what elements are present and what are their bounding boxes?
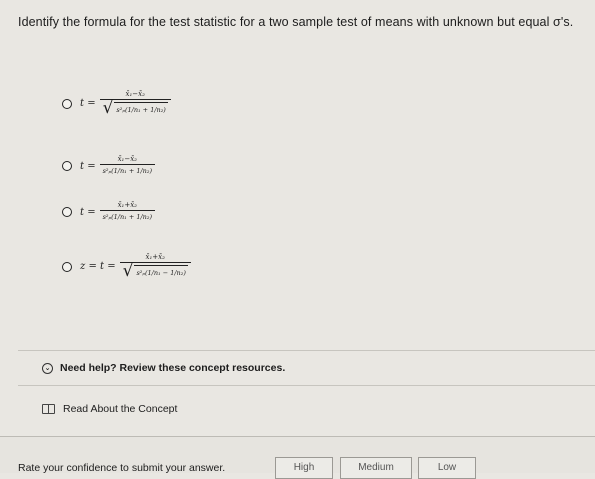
formula-numerator: x̄₁−x̄₂ — [125, 90, 145, 98]
option-lhs: z = t = — [80, 261, 116, 272]
formula-fraction — [100, 90, 171, 117]
option-lhs: t = — [80, 206, 96, 218]
read-concept-link[interactable] — [42, 403, 177, 415]
confidence-bar — [0, 436, 595, 473]
formula-fraction — [120, 253, 191, 280]
question-text: Identify the formula for the test statistic for a two sample test of means with unknown but equal σ's. — [18, 15, 574, 29]
chevron-down-icon: ⌄ — [42, 363, 53, 374]
radio-button[interactable] — [62, 262, 72, 272]
radio-button[interactable] — [62, 161, 72, 171]
answer-option-2[interactable] — [62, 155, 155, 177]
answer-option-3[interactable] — [62, 201, 155, 223]
formula-denominator: s²ₚ(1/n₁ + 1/n₂) — [100, 164, 155, 177]
formula-numerator: x̄₁+x̄₂ — [145, 253, 165, 261]
formula-denominator: s²ₚ(1/n₁ + 1/n₂) — [100, 210, 155, 223]
formula-denominator-sqrt — [120, 262, 191, 280]
formula-numerator: x̄₁−x̄₂ — [117, 155, 137, 163]
answer-option-4[interactable] — [62, 253, 191, 280]
confidence-low-button[interactable]: Low — [418, 457, 476, 479]
book-icon — [42, 404, 55, 414]
formula-denominator: s²ₚ(1/n₁ − 1/n₂) — [134, 265, 187, 279]
radio-button[interactable] — [62, 207, 72, 217]
sqrt-icon: √ — [122, 261, 134, 281]
confidence-medium-button[interactable]: Medium — [340, 457, 412, 479]
formula-numerator: x̄₁+x̄₂ — [117, 201, 137, 209]
radio-button[interactable] — [62, 99, 72, 109]
option-lhs: t = — [80, 160, 96, 172]
formula-fraction — [100, 201, 155, 223]
confidence-label: Rate your confidence to submit your answer. — [18, 462, 226, 474]
confidence-high-button[interactable]: High — [275, 457, 333, 479]
formula-fraction — [100, 155, 155, 177]
read-concept-label: Read About the Concept — [63, 403, 178, 415]
section-divider — [18, 385, 595, 386]
sqrt-icon: √ — [102, 98, 114, 118]
concept-resources-toggle[interactable] — [42, 362, 285, 374]
formula-denominator-sqrt — [100, 99, 171, 117]
answer-option-1[interactable] — [62, 90, 171, 117]
help-label: Need help? Review these concept resources. — [60, 362, 286, 374]
option-lhs: t = — [80, 98, 96, 109]
section-divider — [18, 350, 595, 351]
formula-denominator: s²ₚ(1/n₁ + 1/n₂) — [114, 102, 167, 116]
